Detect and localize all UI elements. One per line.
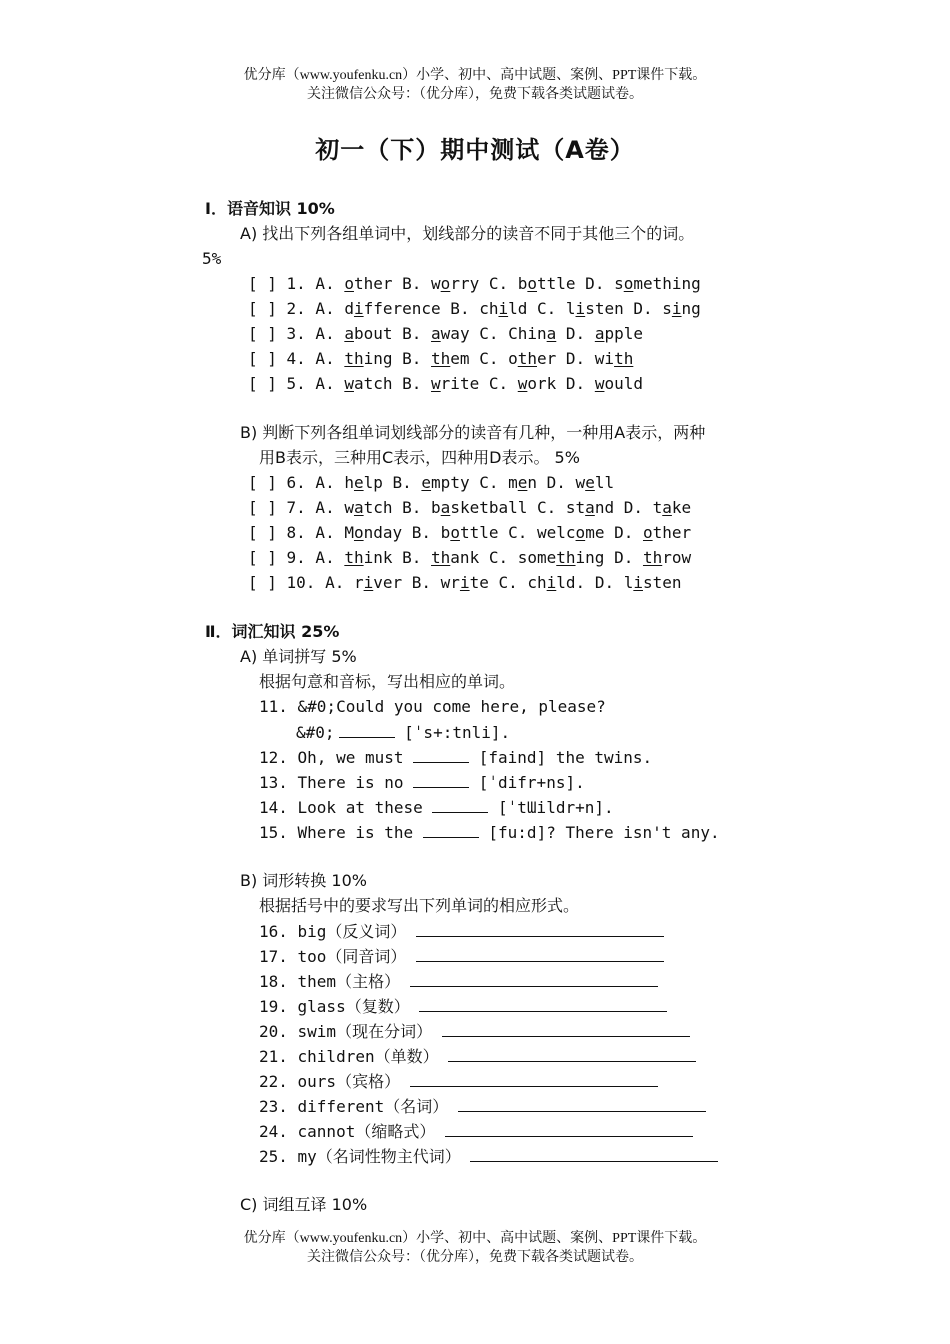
q25-text: 25. my（名词性物主代词）: [259, 1147, 461, 1166]
q24-text: 24. cannot（缩略式）: [259, 1122, 436, 1141]
q24-blank[interactable]: [445, 1120, 693, 1137]
section-2-part-c-title: C) 词组互译 10%: [240, 1195, 368, 1214]
question-12: [259, 746, 652, 769]
page-footer: [0, 1229, 950, 1267]
q14-blank[interactable]: [432, 796, 488, 813]
question-22: [259, 1070, 658, 1093]
q18-text: 18. them（主格）: [259, 972, 401, 991]
q12-blank[interactable]: [413, 746, 469, 763]
q18-blank[interactable]: [410, 970, 658, 987]
question-14: [259, 796, 614, 819]
section-2-part-b-instruction: 根据括号中的要求写出下列单词的相应形式。: [259, 896, 580, 915]
question-9: [ ] 9. A. think B. thank C. something D. throw: [248, 548, 692, 567]
question-10: [ ] 10. A. river B. write C. child. D. listen: [248, 573, 682, 592]
question-4: [ ] 4. A. thing B. them C. other D. with: [248, 349, 634, 368]
q12-text: 12. Oh, we must: [259, 748, 414, 767]
q11-marker: &#0;: [296, 723, 335, 742]
question-5: [ ] 5. A. watch B. write C. work D. would: [248, 374, 643, 393]
section-1-part-a-instruction: A) 找出下列各组单词中，划线部分的读音不同于其他三个的词。: [240, 224, 695, 243]
question-6: [ ] 6. A. help B. empty C. men D. well: [248, 473, 615, 492]
q14-phonetic: [ˈtƜildr+n].: [488, 798, 614, 817]
q15-text: 15. Where is the: [259, 823, 423, 842]
header-line-2: 关注微信公众号：（优分库），免费下载各类试题试卷。: [307, 87, 643, 102]
section-2-part-b-title: B) 词形转换 10%: [240, 871, 367, 890]
question-13: [259, 771, 585, 794]
q19-blank[interactable]: [419, 995, 667, 1012]
q17-text: 17. too（同音词）: [259, 947, 407, 966]
question-11-line-2: [296, 721, 510, 744]
q15-phonetic: [fu:d]? There isn't any.: [478, 823, 720, 842]
section-2-part-a-title: A) 单词拼写 5%: [240, 647, 357, 666]
section-2-part-a-instruction: 根据句意和音标，写出相应的单词。: [259, 672, 516, 691]
q16-text: 16. big（反义词）: [259, 922, 407, 941]
q13-text: 13. There is no: [259, 773, 414, 792]
question-19: [259, 995, 667, 1018]
question-2: [ ] 2. A. difference B. child C. listen D. sing: [248, 299, 701, 318]
q16-blank[interactable]: [416, 920, 664, 937]
question-18: [259, 970, 658, 993]
footer-line-1: 优分库（www.youfenku.cn）小学、初中、高中试题、案例、PPT课件下载。: [243, 1231, 707, 1246]
q21-text: 21. children（单数）: [259, 1047, 439, 1066]
q20-text: 20. swim（现在分词）: [259, 1022, 433, 1041]
footer-line-2: 关注微信公众号：（优分库），免费下载各类试题试卷。: [307, 1250, 643, 1265]
question-17: [259, 945, 664, 968]
q22-text: 22. ours（宾格）: [259, 1072, 401, 1091]
question-24: [259, 1120, 693, 1143]
q13-blank[interactable]: [413, 771, 469, 788]
page-title: 初一（下）期中测试（A卷）: [315, 136, 635, 164]
question-7: [ ] 7. A. watch B. basketball C. stand D. take: [248, 498, 692, 517]
q23-blank[interactable]: [458, 1095, 706, 1112]
section-1-heading: Ⅰ．语音知识 10%: [205, 199, 335, 218]
header-line-1: 优分库（www.youfenku.cn）小学、初中、高中试题、案例、PPT课件下载。: [243, 68, 707, 83]
question-15: [259, 821, 720, 844]
q14-text: 14. Look at these: [259, 798, 433, 817]
q17-blank[interactable]: [416, 945, 664, 962]
q22-blank[interactable]: [410, 1070, 658, 1087]
q21-blank[interactable]: [448, 1045, 696, 1062]
question-8: [ ] 8. A. Monday B. bottle C. welcome D. other: [248, 523, 692, 542]
q13-phonetic: [ˈdifr+ns].: [469, 773, 585, 792]
question-23: [259, 1095, 706, 1118]
q11-blank[interactable]: [339, 721, 395, 738]
question-25: [259, 1145, 718, 1168]
question-16: [259, 920, 664, 943]
section-1-part-a-points: 5%: [202, 249, 222, 268]
q19-text: 19. glass（复数）: [259, 997, 410, 1016]
question-1: [ ] 1. A. other B. worry C. bottle D. something: [248, 274, 701, 293]
q25-blank[interactable]: [470, 1145, 718, 1162]
question-21: [259, 1045, 696, 1068]
question-20: [259, 1020, 690, 1043]
page-header: [0, 66, 950, 104]
section-1-part-b-instruction-1: B) 判断下列各组单词划线部分的读音有几种，一种用A表示，两种: [240, 423, 706, 442]
q23-text: 23. different（名词）: [259, 1097, 449, 1116]
question-11-line-1: 11. &#0;Could you come here, please?: [259, 697, 606, 716]
section-2-heading: Ⅱ．词汇知识 25%: [205, 622, 340, 641]
q20-blank[interactable]: [442, 1020, 690, 1037]
section-1-part-b-instruction-2: 用B表示，三种用C表示，四种用D表示。 5%: [259, 448, 580, 467]
q11-phonetic: [ˈs+:tnli].: [394, 723, 511, 742]
q15-blank[interactable]: [423, 821, 479, 838]
question-3: [ ] 3. A. about B. away C. China D. apple: [248, 324, 643, 343]
q12-phonetic: [faind] the twins.: [469, 748, 653, 767]
